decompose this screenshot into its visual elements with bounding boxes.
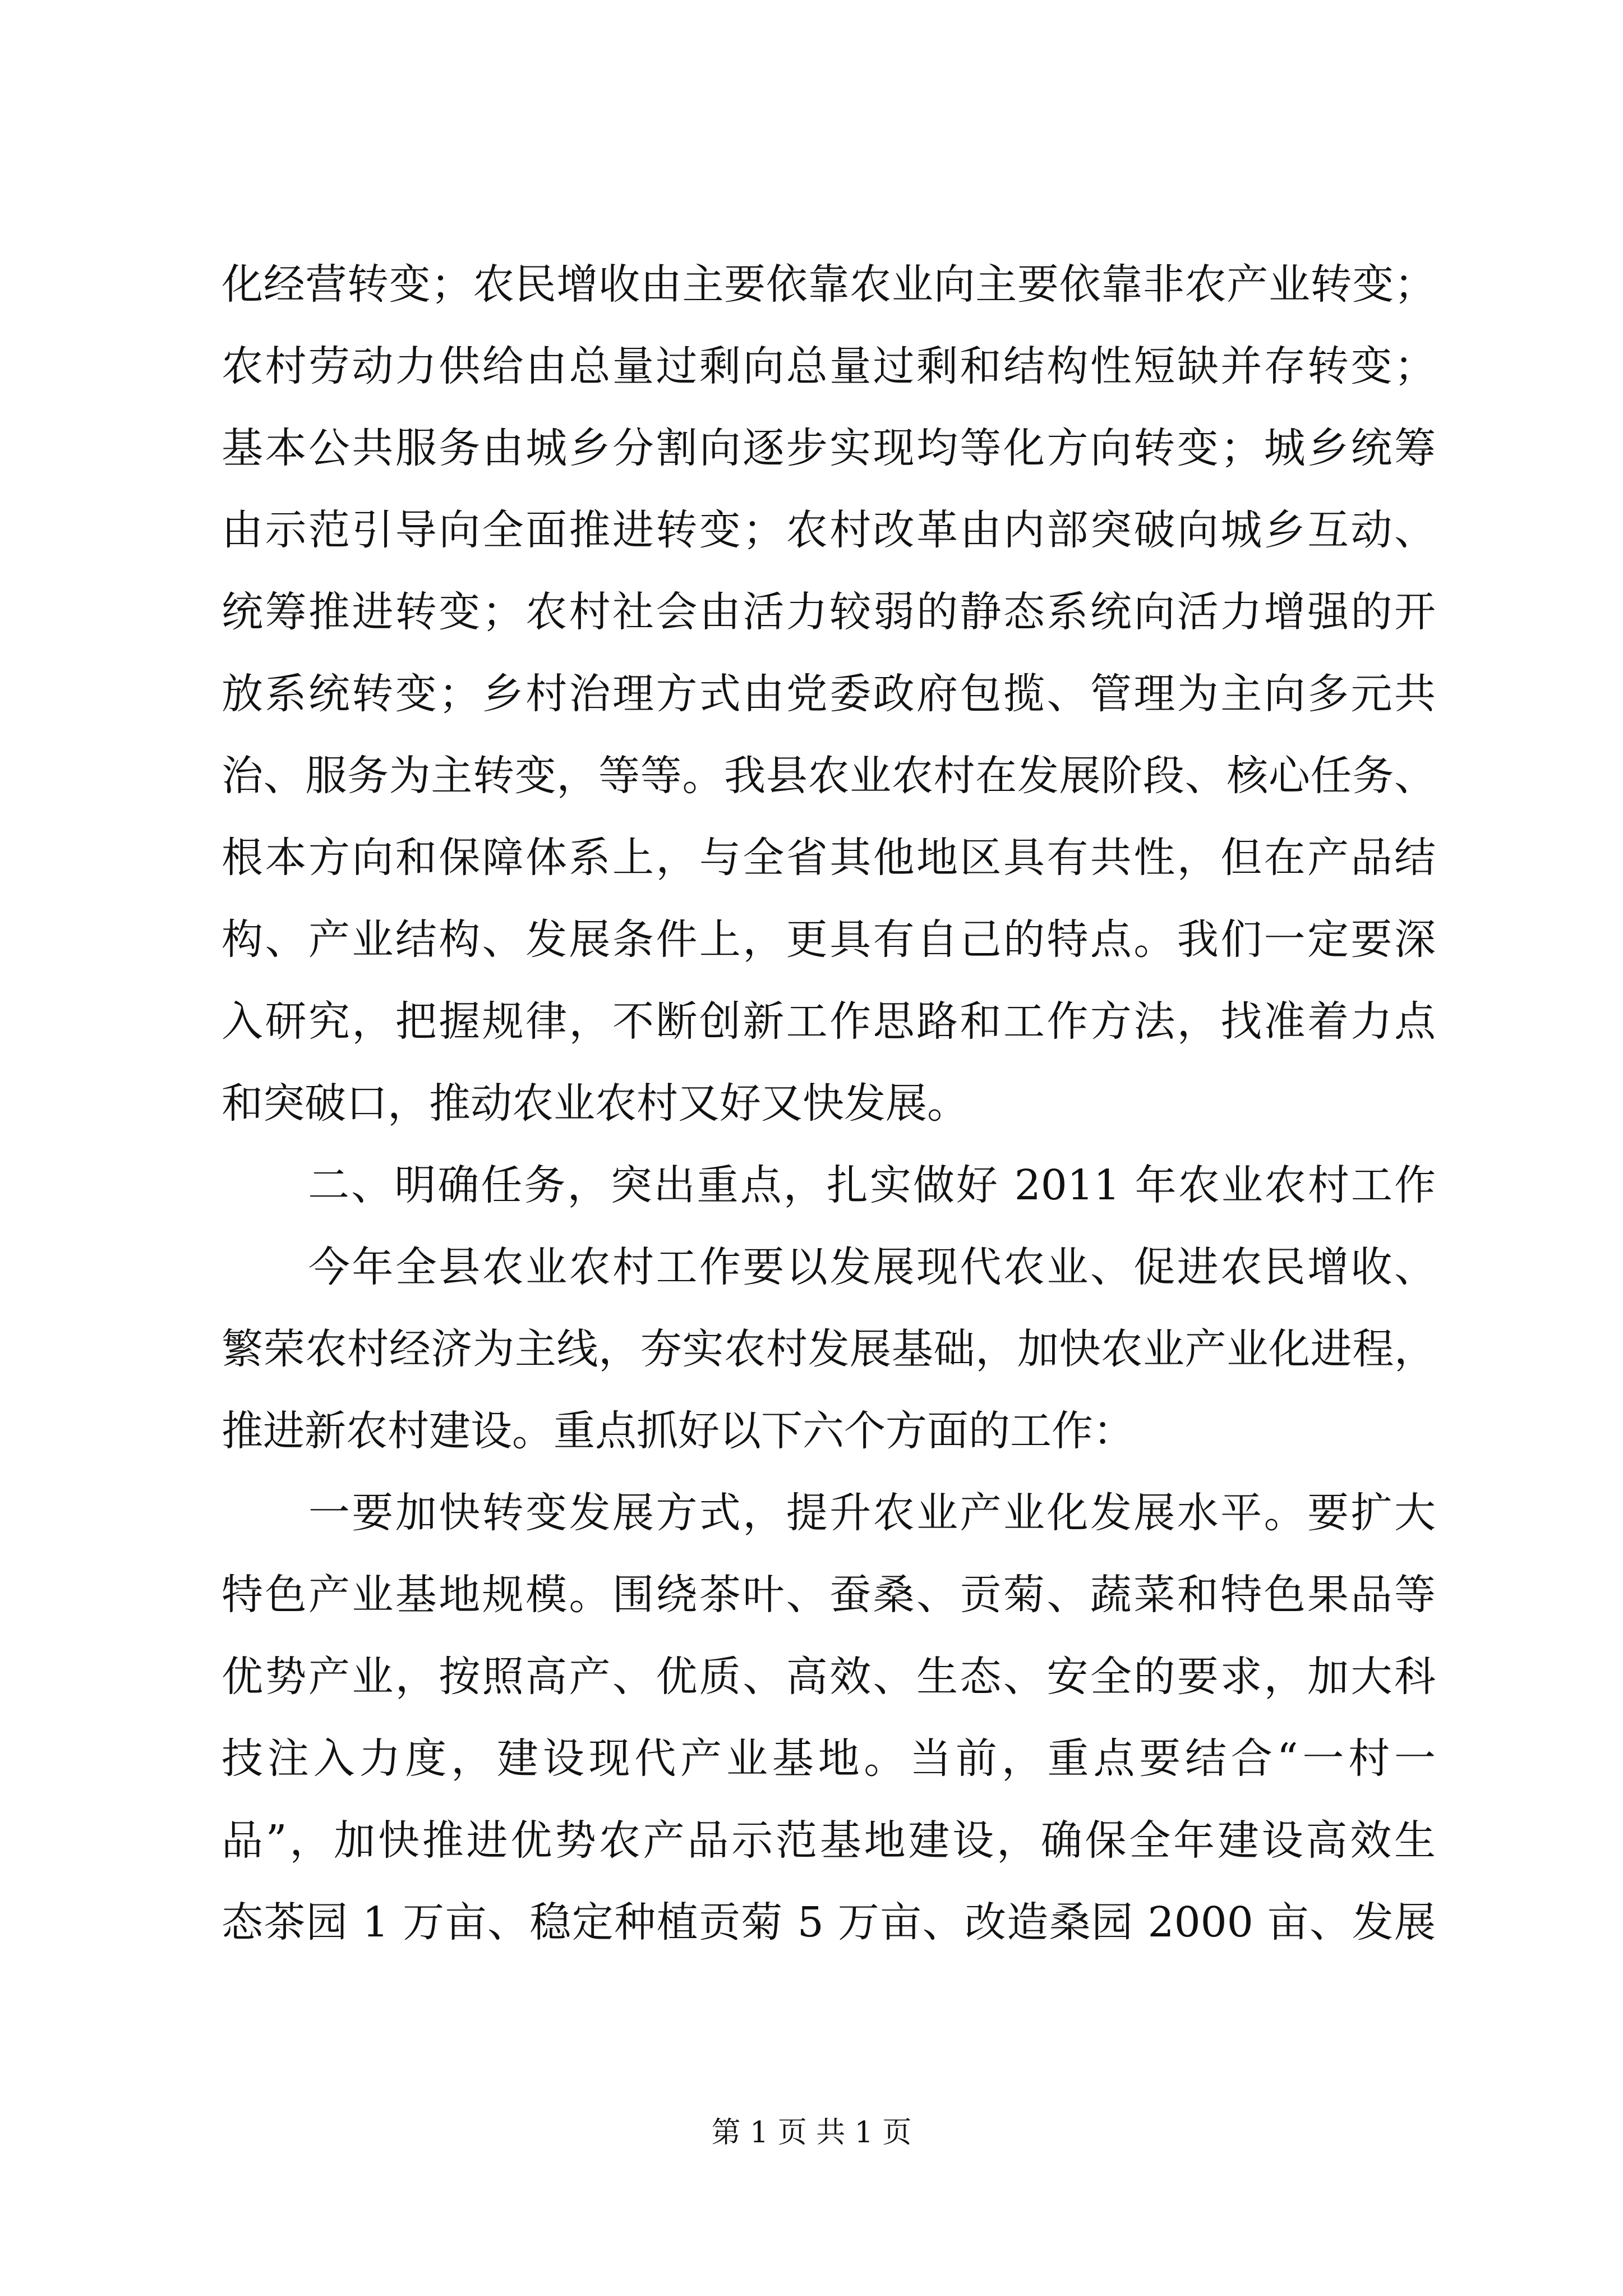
text-line: 优势产业，按照高产、优质、高效、生态、安全的要求，加大科 bbox=[222, 1653, 1436, 1701]
body-text bbox=[222, 243, 1436, 1963]
text-line: 由示范引导向全面推进转变；农村改革由内部突破向城乡互动、 bbox=[222, 506, 1436, 554]
text-line: 繁荣农村经济为主线，夯实农村发展基础，加快农业产业化进程， bbox=[222, 1325, 1436, 1373]
text-line: 品”，加快推进优势农产品示范基地建设，确保全年建设高效生 bbox=[222, 1816, 1436, 1865]
text-line: 农村劳动力供给由总量过剩向总量过剩和结构性短缺并存转变； bbox=[222, 342, 1436, 390]
text-line: 构、产业结构、发展条件上，更具有自己的特点。我们一定要深 bbox=[222, 915, 1436, 964]
text-line: 和突破口，推动农业农村又好又快发展。 bbox=[222, 1079, 969, 1128]
page-number: 第 1 页 共 1 页 bbox=[711, 2116, 912, 2150]
page-footer bbox=[0, 2116, 1623, 2150]
section-heading: 二、明确任务，突出重点，扎实做好 2011 年农业农村工作 bbox=[222, 1161, 1436, 1209]
text-line: 态茶园 1 万亩、稳定种植贡菊 5 万亩、改造桑园 2000 亩、发展 bbox=[222, 1898, 1436, 1947]
text-line: 化经营转变；农民增收由主要依靠农业向主要依靠非农产业转变； bbox=[222, 260, 1436, 309]
text-line: 技注入力度，建设现代产业基地。当前，重点要结合“一村一 bbox=[222, 1734, 1436, 1783]
text-line: 推进新农村建设。重点抓好以下六个方面的工作： bbox=[222, 1407, 1135, 1455]
text-line: 放系统转变；乡村治理方式由党委政府包揽、管理为主向多元共 bbox=[222, 670, 1436, 718]
text-line: 统筹推进转变；农村社会由活力较弱的静态系统向活力增强的开 bbox=[222, 588, 1436, 636]
text-line: 根本方向和保障体系上，与全省其他地区具有共性，但在产品结 bbox=[222, 834, 1436, 882]
text-line: 一要加快转变发展方式，提升农业产业化发展水平。要扩大 bbox=[222, 1489, 1436, 1537]
text-line: 特色产业基地规模。围绕茶叶、蚕桑、贡菊、蔬菜和特色果品等 bbox=[222, 1571, 1436, 1619]
text-line: 入研究，把握规律，不断创新工作思路和工作方法，找准着力点 bbox=[222, 997, 1436, 1046]
text-line: 基本公共服务由城乡分割向逐步实现均等化方向转变；城乡统筹 bbox=[222, 424, 1436, 472]
text-line: 今年全县农业农村工作要以发展现代农业、促进农民增收、 bbox=[222, 1243, 1436, 1291]
text-line: 治、服务为主转变，等等。我县农业农村在发展阶段、核心任务、 bbox=[222, 752, 1436, 800]
